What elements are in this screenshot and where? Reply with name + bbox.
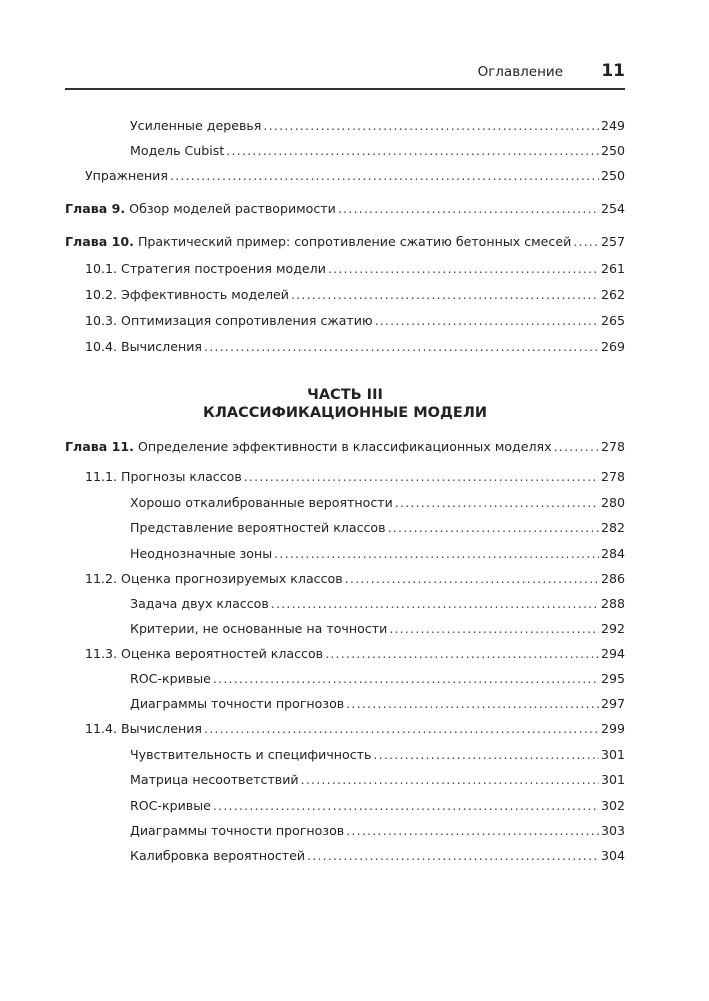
toc-page-number: 262 [600,287,625,302]
toc-entry[interactable] [85,168,625,184]
toc-entry[interactable] [130,546,625,562]
entry-text: Практический пример: сопротивление сжатию бетонных смесей [137,234,572,249]
header-rule [65,88,625,90]
toc-page-number: 249 [600,118,625,133]
toc-page-number: 278 [600,439,625,454]
dot-leader [263,118,599,134]
dot-leader [389,621,599,637]
entry-text: Диаграммы точности прогнозов [130,823,345,838]
dot-leader [338,201,599,217]
dot-leader [204,721,599,737]
entry-text: 11.2. Оценка прогнозируемых классов [85,571,343,586]
toc-entry-title [130,118,261,134]
toc-entry[interactable] [130,621,625,637]
toc-entry-title [130,823,344,839]
toc-page-number: 257 [600,234,625,249]
entry-text: 11.1. Прогнозы классов [85,469,242,484]
entry-text: ROC-кривые [130,798,211,813]
toc-entry-title [130,520,386,536]
toc-entry-title [130,747,371,763]
part-title: КЛАССИФИКАЦИОННЫЕ МОДЕЛИ [202,405,488,421]
toc-chapter-entry[interactable] [65,439,625,455]
dot-leader [373,747,599,763]
dot-leader [328,261,599,277]
toc-chapter-entry[interactable] [65,234,625,250]
entry-text: Чувствительность и специфичность [130,747,372,762]
entry-text: Модель Cubist [130,143,225,158]
toc-entry[interactable] [130,495,625,511]
toc-page-number: 303 [600,823,625,838]
toc-entry[interactable] [85,469,625,485]
dot-leader [573,234,599,250]
entry-text: ROC-кривые [130,671,211,686]
entry-text: 10.2. Эффективность моделей [85,287,289,302]
chapter-label: Глава 9. [65,201,126,216]
toc-entry[interactable] [130,772,625,788]
toc-page-number: 282 [600,520,625,535]
toc-page-number: 254 [600,201,625,216]
dot-leader [291,287,599,303]
dot-leader [244,469,599,485]
toc-entry-title [130,671,211,687]
dot-leader [325,646,599,662]
toc-page-number: 301 [600,747,625,762]
chapter-label: Глава 10. [65,234,134,249]
toc-entry-title [85,261,326,277]
toc-entry-title [130,143,224,159]
toc-entry[interactable] [130,747,625,763]
toc-entry[interactable] [130,696,625,712]
toc-entry-title [130,546,272,562]
dot-leader [213,798,599,814]
toc-entry-title [85,168,168,184]
dot-leader [271,596,599,612]
dot-leader [226,143,599,159]
toc-page-number: 299 [600,721,625,736]
toc-page-number: 297 [600,696,625,711]
entry-text: Неоднозначные зоны [130,546,273,561]
dot-leader [345,571,599,587]
toc-entry[interactable] [130,671,625,687]
toc-entry[interactable] [85,721,625,737]
dot-leader [388,520,599,536]
toc-page-number: 302 [600,798,625,813]
dot-leader [301,772,599,788]
toc-entry-title [85,469,242,485]
running-header-title: Оглавление [477,64,563,80]
toc-entry-title [65,201,336,217]
toc-entry[interactable] [85,571,625,587]
entry-text: Диаграммы точности прогнозов [130,696,345,711]
toc-entry-title [130,495,393,511]
entry-text: Матрица несоответствий [130,772,299,787]
entry-text: 11.4. Вычисления [85,721,202,736]
toc-entry-title [130,696,344,712]
entry-text: Обзор моделей растворимости [129,201,336,216]
entry-text: 10.1. Стратегия построения модели [85,261,326,276]
dot-leader [395,495,599,511]
dot-leader [307,848,599,864]
toc-entry-title [130,596,269,612]
toc-entry-title [85,646,323,662]
toc-page-number: 304 [600,848,625,863]
toc-page-number: 261 [600,261,625,276]
page-number: 11 [601,61,625,81]
dot-leader [346,696,599,712]
toc-page-number: 284 [600,546,625,561]
toc-entry[interactable] [130,118,625,134]
entry-text: Представление вероятностей классов [130,520,386,535]
toc-entry-title [65,439,552,455]
toc-entry[interactable] [85,646,625,662]
toc-entry[interactable] [85,261,625,277]
entry-text: 11.3. Оценка вероятностей классов [85,646,324,661]
toc-entry-title [85,287,289,303]
part-number: ЧАСТЬ III [307,387,383,403]
entry-text: Упражнения [85,168,168,183]
entry-text: Калибровка вероятностей [130,848,306,863]
toc-entry[interactable] [85,287,625,303]
toc-page-number: 269 [600,339,625,354]
toc-entry-title [130,621,387,637]
entry-text: Определение эффективности в классификационных моделях [137,439,552,454]
dot-leader [375,313,599,329]
toc-entry-title [85,313,373,329]
toc-entry-title [85,571,343,587]
toc-page-number: 278 [600,469,625,484]
toc-entry[interactable] [130,596,625,612]
entry-text: Критерии, не основанные на точности [130,621,388,636]
toc-entry-title [65,234,571,250]
toc-chapter-entry[interactable] [65,201,625,217]
toc-entry-title [85,721,202,737]
entry-text: Задача двух классов [130,596,269,611]
toc-entry[interactable] [130,848,625,864]
toc-entry[interactable] [130,798,625,814]
toc-entry-title [130,798,211,814]
toc-page-number: 286 [600,571,625,586]
toc-page-number: 301 [600,772,625,787]
entry-text: Хорошо откалиброванные вероятности [130,495,393,510]
toc-entry-title [130,848,305,864]
dot-leader [204,339,599,355]
toc-page-number: 294 [600,646,625,661]
dot-leader [213,671,599,687]
entry-text: 10.4. Вычисления [85,339,202,354]
dot-leader [170,168,599,184]
toc-page-number: 265 [600,313,625,328]
toc-page-number: 288 [600,596,625,611]
toc-entry-title [85,339,202,355]
chapter-label: Глава 11. [65,439,134,454]
toc-entry[interactable] [130,823,625,839]
toc-entry[interactable] [130,143,625,159]
toc-entry[interactable] [85,313,625,329]
toc-entry[interactable] [85,339,625,355]
toc-entry[interactable] [130,520,625,536]
entry-text: 10.3. Оптимизация сопротивления сжатию [85,313,373,328]
toc-page-number: 292 [600,621,625,636]
toc-page-number: 250 [600,143,625,158]
toc-page-number: 295 [600,671,625,686]
dot-leader [274,546,599,562]
toc-page-number: 250 [600,168,625,183]
dot-leader [554,439,599,455]
entry-text: Усиленные деревья [130,118,262,133]
part-heading [65,386,625,422]
dot-leader [346,823,599,839]
toc-page-number: 280 [600,495,625,510]
toc-entry-title [130,772,299,788]
